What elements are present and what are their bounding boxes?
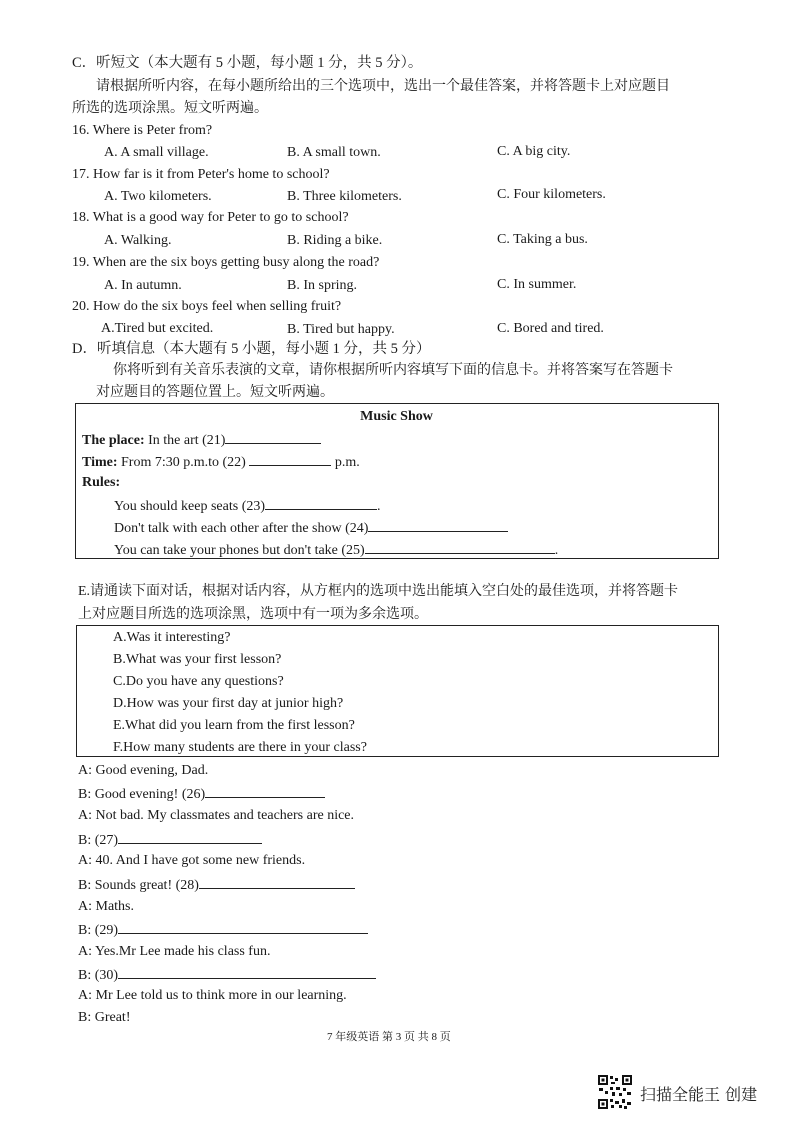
qr-code-icon [597, 1074, 633, 1110]
option-b: B. In spring. [287, 278, 357, 293]
option-a: A. Two kilometers. [104, 189, 212, 204]
dialogue-line [78, 919, 368, 941]
section-c-instruction-2: 所选的选项涂黑。短文听两遍。 [72, 101, 268, 116]
option-a: A. In autumn. [104, 278, 182, 293]
section-e-instruction-1: E.请通读下面对话，根据对话内容，从方框内的选项中选出能填入空白处的最佳选项，并将答题卡 [78, 584, 679, 599]
option-b: B. Riding a bike. [287, 233, 383, 248]
section-c-instruction-1: 请根据所听内容，在每小题所给出的三个选项中，选出一个最佳答案，并将答题卡上对应题目 [96, 79, 670, 94]
dialogue-text: B: Good evening! (26) [78, 787, 206, 802]
section-d-instruction-1: 你将听到有关音乐表演的文章，请你根据所听内容填写下面的信息卡。并将答案写在答题卡 [113, 363, 673, 378]
dialogue-text: B: (27) [78, 833, 119, 848]
option-a: A.Was it interesting? [113, 630, 231, 645]
dialogue-line [78, 874, 355, 896]
rule-3 [114, 539, 558, 561]
page-footer: 7 年级英语 第 3 页 共 8 页 [327, 1031, 451, 1043]
rule-1-end: . [377, 499, 381, 514]
option-c: C. Bored and tired. [497, 321, 604, 336]
rule-3-text: You can take your phones but don't take (25) [114, 543, 365, 558]
answer-blank-29[interactable] [118, 919, 368, 934]
dialogue-line: A: Not bad. My classmates and teachers are nice. [78, 808, 355, 823]
place-row [82, 429, 321, 451]
option-b: B. Three kilometers. [287, 189, 402, 204]
rule-1-text: You should keep seats (23) [114, 499, 266, 514]
section-c-title: C．听短文（本大题有 5 小题，每小题 1 分，共 5 分）。 [72, 55, 423, 71]
answer-blank-21[interactable] [225, 429, 321, 444]
option-b: B. A small town. [287, 145, 381, 160]
option-c: C.Do you have any questions? [113, 674, 284, 689]
time-row [82, 451, 360, 473]
option-a: A. Walking. [104, 233, 172, 248]
question-text: 20. How do the six boys feel when selling fruit? [72, 299, 342, 314]
section-d-title: D．听填信息（本大题有 5 小题，每小题 1 分，共 5 分） [72, 341, 431, 357]
answer-blank-30[interactable] [118, 964, 376, 979]
dialogue-line: B: Great! [78, 1010, 131, 1025]
answer-blank-28[interactable] [199, 874, 355, 889]
dialogue-line: A: Mr Lee told us to think more in our learning. [78, 988, 347, 1003]
option-d: D.How was your first day at junior high? [113, 696, 344, 711]
card-title: Music Show [360, 409, 433, 424]
dialogue-line [78, 964, 376, 986]
rule-2 [114, 517, 508, 539]
answer-blank-25[interactable] [365, 539, 555, 554]
dialogue-line: A: Maths. [78, 899, 134, 914]
option-e: E.What did you learn from the first lesson? [113, 718, 355, 733]
answer-blank-24[interactable] [368, 517, 508, 532]
time-label: Time: [82, 455, 118, 470]
question-text: 19. When are the six boys getting busy along the road? [72, 255, 380, 270]
place-label: The place: [82, 433, 145, 448]
option-f: F.How many students are there in your class? [113, 740, 367, 755]
option-c: C. Four kilometers. [497, 187, 606, 202]
option-c: C. Taking a bus. [497, 232, 588, 247]
music-show-card [75, 403, 719, 559]
options-box [76, 625, 719, 757]
place-text: In the art (21) [144, 433, 226, 448]
option-a: A.Tired but excited. [101, 321, 214, 336]
option-c: C. In summer. [497, 277, 577, 292]
dialogue-text: B: Sounds great! (28) [78, 878, 199, 893]
rule-3-end: . [554, 543, 559, 558]
dialogue-line: A: Good evening, Dad. [78, 763, 209, 778]
section-d-instruction-2: 对应题目的答题位置上。短文听两遍。 [96, 385, 334, 400]
rules-label: Rules: [82, 475, 121, 490]
section-e-instruction-2: 上对应题目所选的选项涂黑，选项中有一项为多余选项。 [78, 607, 428, 622]
dialogue-text: B: (29) [78, 923, 119, 938]
question-text: 18. What is a good way for Peter to go to school? [72, 210, 349, 225]
option-c: C. A big city. [497, 144, 571, 159]
dialogue-line: A: 40. And I have got some new friends. [78, 853, 306, 868]
dialogue-line [78, 829, 262, 851]
rule-2-text: Don't talk with each other after the show (24) [114, 521, 369, 536]
answer-blank-23[interactable] [265, 495, 377, 510]
question-text: 16. Where is Peter from? [72, 123, 213, 138]
dialogue-line [78, 783, 325, 805]
answer-blank-27[interactable] [118, 829, 262, 844]
dialogue-text: B: (30) [78, 968, 119, 983]
answer-blank-22[interactable] [249, 451, 331, 466]
rule-1 [114, 495, 381, 517]
option-a: A. A small village. [104, 145, 209, 160]
answer-blank-26[interactable] [205, 783, 325, 798]
option-b: B.What was your first lesson? [113, 652, 282, 667]
time-text: From 7:30 p.m.to (22) [117, 455, 250, 470]
option-b: B. Tired but happy. [287, 322, 395, 337]
dialogue-line: A: Yes.Mr Lee made his class fun. [78, 944, 271, 959]
time-end: p.m. [331, 455, 360, 470]
scanner-watermark: 扫描全能王 创建 [640, 1085, 758, 1104]
question-text: 17. How far is it from Peter's home to school? [72, 167, 330, 182]
